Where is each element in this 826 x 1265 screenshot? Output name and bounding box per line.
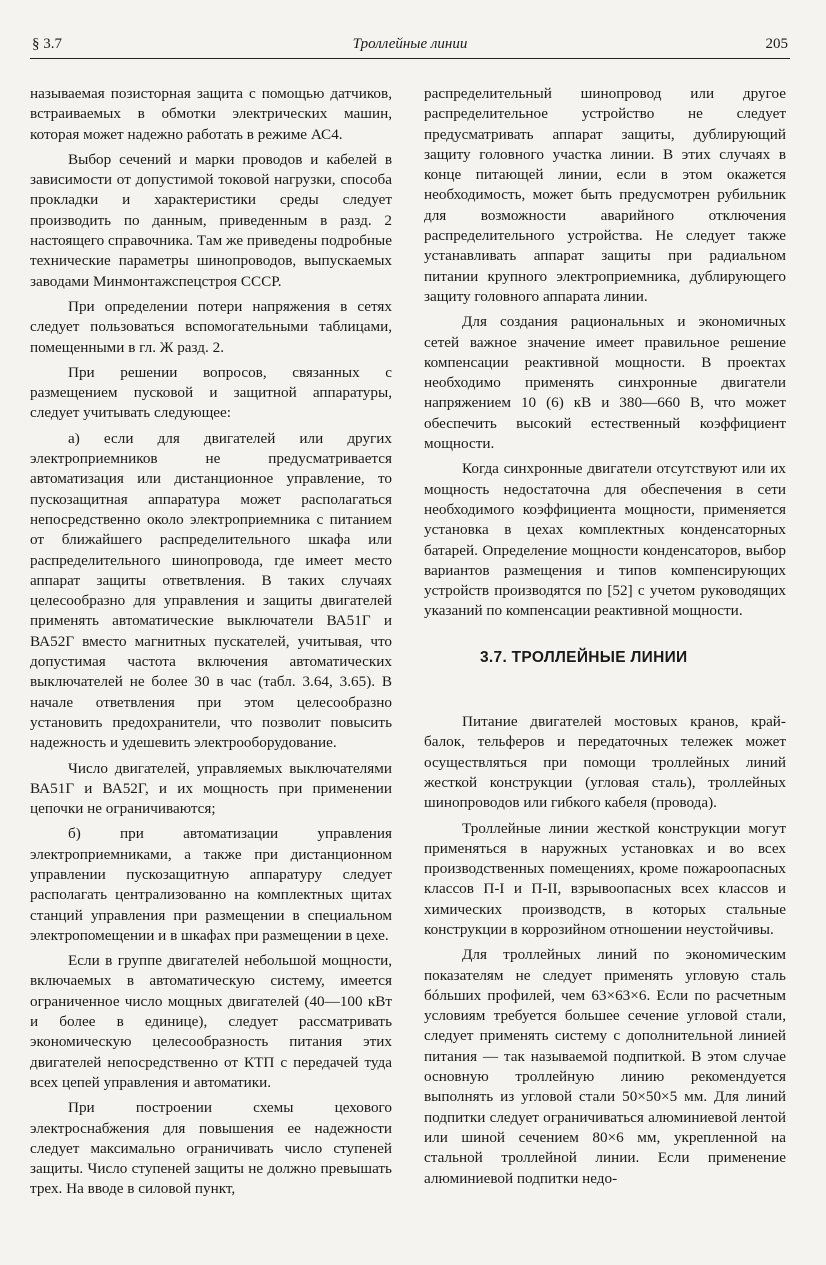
paragraph: При определении потери напряжения в сетях следует пользоваться вспомогательными таблицами, помещенными в гл. Ж разд. 2. — [30, 297, 392, 356]
paragraph: При решении вопросов, связанных с размещением пусковой и защитной аппаратуры, следует учитывать следующее: — [30, 363, 392, 422]
paragraph: Для троллейных линий по экономическим показателям не следует применять угловую сталь бóльших профилей, чем 63×63×6. Если по расчетным условиям требуется большее сечение угловой стали, следует применять систему с дополнительной линией питания — так называемой подпиткой. В этом случае основную троллейную линию рекомендуется выполнять из угловой стали 50×50×5 мм. Для линий подпитки следует ограничиваться алюминиевой лентой или шиной сечением 80×6 мм, укрепленной на стальной троллейной линии. Если применение алюминиевой подпитки недо- — [424, 946, 786, 1187]
paragraph: а) если для двигателей или других электроприемников не предусматривается автоматизация или дистанционное управление, то пускозащитная аппаратура может располагаться непосредственно около электроприемника с питанием от ближайшего распределительного шкафа или распределительного шинопровода, где имеет место аппарат защиты ответвления. В таких случаях целесообразно для управления и защиты двигателей применять автоматические выключатели ВА51Г и ВА52Г вместо магнитных пускателей, учитывая, что допустимая частота включения автоматических выключателей не более 30 в час (табл. 3.64, 3.65). В начале ответвления при этом целесообразно установить предохранители, что позволит повысить надежность и удешевить электрооборудование. — [30, 429, 392, 752]
page-number: 205 — [765, 36, 788, 52]
right-column — [424, 84, 786, 1194]
paragraph: Если в группе двигателей небольшой мощности, включаемых в автоматическую систему, имеется ограниченное число мощных двигателей (40—100 кВт и более в единице), следует рассматривать экономическую целесообразность питания этих двигателей непосредственно от КТП с передачей туда всех цепей управления и автоматики. — [30, 952, 392, 1091]
header-title: Троллейные линии — [352, 36, 468, 52]
paragraph: Число двигателей, управляемых выключателями ВА51Г и ВА52Г, и их мощность при применении цепочки не ограничиваются; — [30, 759, 392, 818]
paragraph: Для создания рациональных и экономичных сетей важное значение имеет правильное решение компенсации реактивной мощности. В проектах необходимо применять синхронные двигатели напряжением 10 (6) кВ и 380—660 В, что может обеспечить высокий естественный коэффициент мощности. — [424, 313, 786, 453]
paragraph: Троллейные линии жесткой конструкции могут применяться в наружных установках и во всех производственных помещениях, кроме пожароопасных классов П-I и П-II, взрывоопасных всех классов и химических производств, в которых стальные конструкции в коррозийном отношении неустойчивы. — [424, 819, 786, 938]
paragraph: Когда синхронные двигатели отсутствуют или их мощность недостаточна для обеспечения в сети необходимого коэффициента мощности, применяется установка в цехах комплектных конденсаторных батарей. Определение мощности конденсаторов, выбор вариантов размещения и типов компенсирующих устройств производятся по [52] с учетом руководящих указаний по компенсации реактивной мощности. — [424, 460, 786, 620]
paragraph: б) при автоматизации управления электроприемниками, а также при дистанционном управлении пускозащитную аппаратуру следует располагать централизованно на комплектных щитах станций управления при размещении в специальном электропомещении и в шкафах при размещении в цехе. — [30, 825, 392, 944]
section-heading: 3.7. ТРОЛЛЕЙНЫЕ ЛИНИИ — [480, 648, 688, 666]
paragraph: Выбор сечений и марки проводов и кабелей в зависимости от допустимой токовой нагрузки, способа прокладки и характеристики среды следует производить по данным, приведенным в разд. 2 настоящего справочника. Там же приведены подробные технические параметры шинопроводов, выпускаемых заводами Минмонтажспецстроя СССР. — [30, 150, 392, 290]
running-header — [30, 30, 790, 59]
paragraph: Питание двигателей мостовых кранов, край-балок, тельферов и передаточных тележек может осуществляться при помощи троллейных линий жесткой конструкции (угловая сталь), троллейных шинопроводов или гибкого кабеля (провода). — [424, 713, 786, 812]
paragraph: При построении схемы цехового электроснабжения для повышения ее надежности следует максимально ограничивать число ступеней защиты. Число ступеней защиты не должно превышать трех. На вводе в силовой пункт, — [30, 1099, 392, 1198]
paragraph: называемая позисторная защита с помощью датчиков, встраиваемых в обмотки электрических машин, которая может надежно работать в режиме АС4. — [30, 85, 392, 143]
left-column — [30, 84, 392, 1205]
paragraph: распределительный шинопровод или другое распределительное устройство не следует предусматривать аппарат защиты, дублирующий защиту головного участка линии. В этих случаях в конце питающей линии, если в этом окажется необходимость, может быть предусмотрен рубильник для возможности аварийного отключения распределительного устройства. Не следует также устанавливать аппарат защиты при радиальном питании крупного электроприемника, дублирующего защиту головного аппарата линии. — [424, 85, 786, 305]
header-section-number: § 3.7 — [32, 36, 62, 52]
